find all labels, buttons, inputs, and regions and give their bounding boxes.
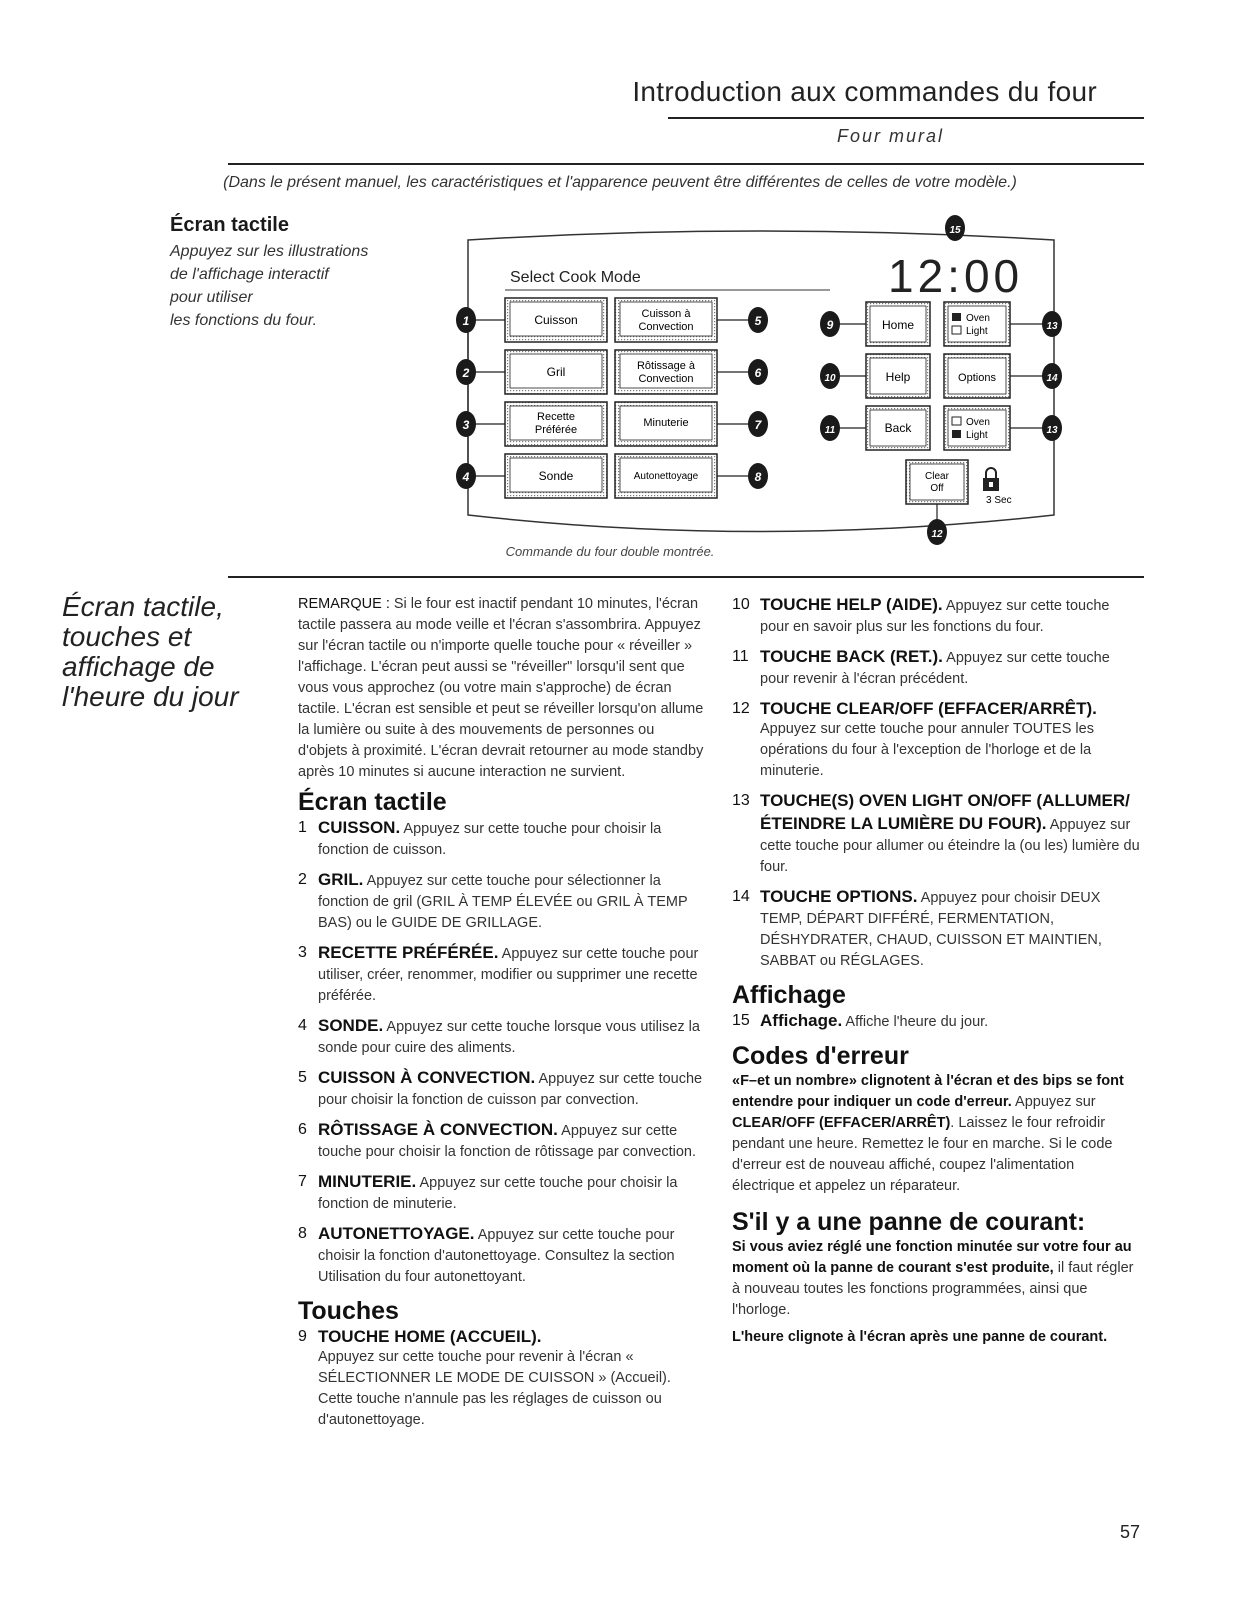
- side-heading: Écran tactile, touches et affichage de l'heure du jour: [62, 591, 239, 712]
- home-button[interactable]: [866, 302, 930, 346]
- codes-text: Appuyez sur: [1015, 1094, 1096, 1110]
- page-subtitle: Four mural: [836, 126, 944, 146]
- svg-text:15: 15: [949, 225, 961, 236]
- svg-text:6: 6: [754, 366, 762, 380]
- item-title: Affichage.: [760, 1011, 843, 1030]
- item-number: 1: [298, 819, 307, 836]
- intro-line: de l'affichage interactif: [170, 266, 329, 283]
- list-item: [298, 1326, 706, 1431]
- item-text: Appuyez sur cette touche pour en savoir plus sur les fonctions du four.: [760, 598, 1110, 635]
- item-text: Appuyez sur cette touche pour revenir à l'écran « SÉLECTIONNER LE MODE DE CUISSON » (Accueil). Cette touche n'annule pas les réglages de cuisson ou d'autonettoyage.: [318, 1349, 671, 1428]
- clear-label-1: Clear: [925, 471, 949, 482]
- item-text: Appuyez sur cette touche pour choisir la fonction de minuterie.: [318, 1175, 678, 1212]
- oven-light-label-1: Oven: [966, 417, 990, 428]
- header-divider: [228, 163, 1144, 165]
- item-text: Appuyez sur cette touche pour sélectionner la fonction de gril (GRIL À TEMP ÉLEVÉE ou GRIL À TEMP BAS) ou le GUIDE DE GRILLAGE.: [318, 873, 688, 931]
- list-item: [298, 1119, 706, 1163]
- control-panel-diagram: [440, 210, 1080, 546]
- oven-light-lower-button[interactable]: [944, 406, 1010, 450]
- lock-icon: [983, 468, 999, 491]
- select-cook-mode-label: Select Cook Mode: [510, 269, 641, 286]
- item-text: Appuyez sur cette touche pour choisir la fonction de cuisson.: [318, 821, 662, 858]
- panne-bold: Si vous aviez réglé une fonction minutée sur votre four au moment où la panne de courant s'est produite,: [732, 1239, 1132, 1276]
- cuisson-convection-button[interactable]: [615, 298, 717, 342]
- item-text: Appuyez sur cette touche pour revenir à l'écran précédent.: [760, 650, 1110, 687]
- sonde-label: Sonde: [538, 469, 574, 483]
- back-button[interactable]: [866, 406, 930, 450]
- item-text: Appuyez sur cette touche pour utiliser, créer, renommer, modifier ou supprimer une recette préférée.: [318, 946, 699, 1004]
- ecran-heading: Écran tactile: [298, 788, 447, 816]
- svg-text:3: 3: [462, 418, 470, 432]
- affichage-heading: Affichage: [732, 981, 846, 1009]
- autonettoyage-label: Autonettoyage: [633, 471, 699, 482]
- item-title: TOUCHE HOME (ACCUEIL).: [318, 1327, 542, 1346]
- item-text: Appuyez sur cette touche pour annuler TOUTES les opérations du four à l'exception de l'horloge et de la minuterie.: [760, 721, 1094, 779]
- recette-preferee-button[interactable]: [505, 402, 607, 446]
- list-item: [732, 1010, 1140, 1033]
- panne-text: il faut régler à nouveau toutes les fonctions programmées, ainsi que l'horloge.: [732, 1260, 1134, 1318]
- item-number: 14: [732, 888, 750, 905]
- convection-label-2: Convection: [638, 321, 694, 333]
- oven-light-label-2: Light: [966, 430, 988, 441]
- light-off-icon: [952, 326, 961, 334]
- intro-line: Appuyez sur les illustrations: [170, 243, 369, 260]
- list-item: [298, 942, 706, 1007]
- item-text: Appuyez sur cette touche pour allumer ou éteindre la (ou les) lumière du four.: [760, 817, 1140, 875]
- item-number: 12: [732, 700, 750, 717]
- list-item: [298, 1067, 706, 1111]
- item-number: 4: [298, 1017, 307, 1034]
- diagram-caption: Commande du four double montrée.: [505, 544, 715, 559]
- options-label: Options: [958, 372, 996, 384]
- intro-heading: Écran tactile: [170, 214, 289, 236]
- recette-label-2: Préférée: [534, 424, 578, 436]
- item-text: Affiche l'heure du jour.: [845, 1014, 989, 1030]
- help-button[interactable]: [866, 354, 930, 398]
- back-label: Back: [884, 421, 912, 435]
- item-title: GRIL.: [318, 870, 364, 889]
- touches-heading: Touches: [298, 1297, 399, 1325]
- item-text: Appuyez sur cette touche pour choisir la fonction de cuisson par convection.: [318, 1071, 703, 1108]
- panne-final: L'heure clignote à l'écran après une panne de courant.: [732, 1329, 1108, 1345]
- item-number: 7: [298, 1173, 307, 1190]
- autonettoyage-button[interactable]: [615, 454, 717, 498]
- oven-light-label-1: Oven: [966, 313, 990, 324]
- codes-heading: Codes d'erreur: [732, 1042, 909, 1070]
- item-title: CUISSON.: [318, 818, 401, 837]
- item-title: RÔTISSAGE À CONVECTION.: [318, 1120, 558, 1139]
- item-title: TOUCHE CLEAR/OFF (EFFACER/ARRÊT).: [760, 699, 1097, 718]
- list-item: [732, 594, 1140, 638]
- svg-text:2: 2: [462, 366, 470, 380]
- page-number: 57: [1120, 1522, 1141, 1542]
- remarque-label: REMARQUE :: [298, 596, 390, 612]
- item-title: AUTONETTOYAGE.: [318, 1224, 475, 1243]
- light-on-icon: [952, 313, 961, 321]
- item-number: 6: [298, 1121, 307, 1138]
- codes-bold: «F–et un nombre» clignotent à l'écran et des bips se font entendre pour indiquer un code d'erreur.: [732, 1073, 1124, 1110]
- svg-text:5: 5: [754, 314, 762, 328]
- item-number: 15: [732, 1012, 750, 1029]
- cuisson-button[interactable]: [505, 298, 607, 342]
- svg-text:8: 8: [754, 470, 762, 484]
- sonde-button[interactable]: [505, 454, 607, 498]
- list-item: [298, 869, 706, 934]
- rotissage-label-2: Convection: [638, 373, 694, 385]
- item-title: TOUCHE OPTIONS.: [760, 887, 918, 906]
- gril-button[interactable]: [505, 350, 607, 394]
- item-text: Appuyez pour choisir DEUX TEMP, DÉPART DIFFÉRÉ, FERMENTATION, DÉSHYDRATER, CHAUD, CUISSON ET MAINTIEN, SABBAT ou RÉGLAGES.: [760, 890, 1102, 969]
- svg-text:13: 13: [1046, 321, 1058, 332]
- page-title: Introduction aux commandes du four: [632, 76, 1097, 107]
- right-column: [732, 594, 1140, 1354]
- svg-text:4: 4: [462, 470, 470, 484]
- svg-text:12: 12: [931, 529, 943, 540]
- item-title: SONDE.: [318, 1016, 384, 1035]
- list-item: [732, 886, 1140, 972]
- minuterie-label: Minuterie: [643, 417, 689, 429]
- item-number: 11: [732, 648, 749, 665]
- intro-text: [170, 240, 410, 332]
- clear-label-2: Off: [930, 483, 944, 494]
- list-item: [732, 790, 1140, 878]
- list-item: [298, 1223, 706, 1288]
- help-label: Help: [885, 370, 911, 384]
- item-title: TOUCHE HELP (AIDE).: [760, 595, 943, 614]
- codes-paragraph: [732, 1071, 1140, 1197]
- header-rule: [668, 117, 1144, 119]
- item-title: CUISSON À CONVECTION.: [318, 1068, 536, 1087]
- list-item: [732, 646, 1140, 690]
- lock-time-label: 3 Sec: [986, 495, 1012, 506]
- remarque-text: Si le four est inactif pendant 10 minutes, l'écran tactile passera au mode veille et l'écran s'assombrira. Appuyez sur l'écran tactile ou n'importe quelle touche pour « réveiller » l'affichage. L'écran peut aussi se "réveiller" lorsqu'il sent que vous vous approchez (ou votre main s'approche) de écran tactile. L'écran est sensible et peut se réveiller lorsqu'on allume la lumière ou suite à des mouvements de personnes ou d'objets à proximité. L'écran devrait retourner au mode standby après 10 minutes si aucune interaction ne survient.: [298, 596, 704, 780]
- list-item: [298, 817, 706, 861]
- svg-text:10: 10: [824, 373, 836, 384]
- light-on-icon: [952, 430, 961, 438]
- item-number: 5: [298, 1069, 307, 1086]
- clock-display: 12:00: [888, 250, 1024, 302]
- item-number: 13: [732, 792, 750, 809]
- disclaimer-note: (Dans le présent manuel, les caractéristiques et l'apparence peuvent être différentes de celles de votre modèle.): [223, 174, 1017, 191]
- list-item: [732, 698, 1140, 782]
- item-text: Appuyez sur cette touche pour choisir la fonction d'autonettoyage. Consultez la section Utilisation du four autonettoyant.: [318, 1227, 675, 1285]
- svg-text:14: 14: [1046, 373, 1058, 384]
- light-off-icon: [952, 417, 961, 425]
- minuterie-button[interactable]: [615, 402, 717, 446]
- item-number: 9: [298, 1328, 307, 1345]
- panne-heading: S'il y a une panne de courant:: [732, 1208, 1086, 1236]
- section-divider: [228, 576, 1144, 578]
- codes-button-ref: CLEAR/OFF (EFFACER/ARRÊT): [732, 1115, 951, 1131]
- item-text: Appuyez sur cette touche pour choisir la fonction de rôtissage par convection.: [318, 1123, 697, 1160]
- intro-line: les fonctions du four.: [170, 312, 318, 329]
- oven-light-upper-button[interactable]: [944, 302, 1010, 346]
- item-title: MINUTERIE.: [318, 1172, 417, 1191]
- item-title: TOUCHE BACK (RET.).: [760, 647, 943, 666]
- svg-text:9: 9: [826, 318, 834, 332]
- item-number: 8: [298, 1225, 307, 1242]
- home-label: Home: [881, 318, 915, 332]
- list-item: [298, 1015, 706, 1059]
- item-title: TOUCHE(S) OVEN LIGHT ON/OFF (ALLUMER/ÉTEINDRE LA LUMIÈRE DU FOUR).: [760, 791, 1130, 833]
- svg-text:11: 11: [824, 425, 836, 436]
- remarque-paragraph: [298, 594, 706, 783]
- left-column: [298, 594, 706, 1439]
- item-number: 10: [732, 596, 750, 613]
- rotissage-label-1: Rôtissage à: [636, 360, 696, 372]
- cuisson-label: Cuisson: [534, 313, 578, 327]
- convection-label-1: Cuisson à: [641, 308, 691, 320]
- item-title: RECETTE PRÉFÉRÉE.: [318, 943, 499, 962]
- codes-text-after: . Laissez le four refroidir pendant une heure. Remettez le four en marche. Si le code d'erreur est de nouveau affiché, coupez l'alimentation électrique et appelez un réparateur.: [732, 1115, 1113, 1194]
- panne-paragraph: [732, 1237, 1140, 1321]
- svg-text:1: 1: [462, 314, 470, 328]
- intro-line: pour utiliser: [170, 289, 253, 306]
- list-item: [298, 1171, 706, 1215]
- item-number: 3: [298, 944, 307, 961]
- gril-label: Gril: [546, 365, 566, 379]
- options-button[interactable]: [944, 354, 1010, 398]
- svg-text:7: 7: [754, 418, 762, 432]
- item-number: 2: [298, 871, 307, 888]
- item-text: Appuyez sur cette touche lorsque vous utilisez la sonde pour cuire des aliments.: [318, 1019, 700, 1056]
- clear-off-button[interactable]: [906, 460, 968, 504]
- svg-text:13: 13: [1046, 425, 1058, 436]
- oven-light-label-2: Light: [966, 326, 988, 337]
- rotissage-convection-button[interactable]: [615, 350, 717, 394]
- recette-label-1: Recette: [537, 411, 575, 423]
